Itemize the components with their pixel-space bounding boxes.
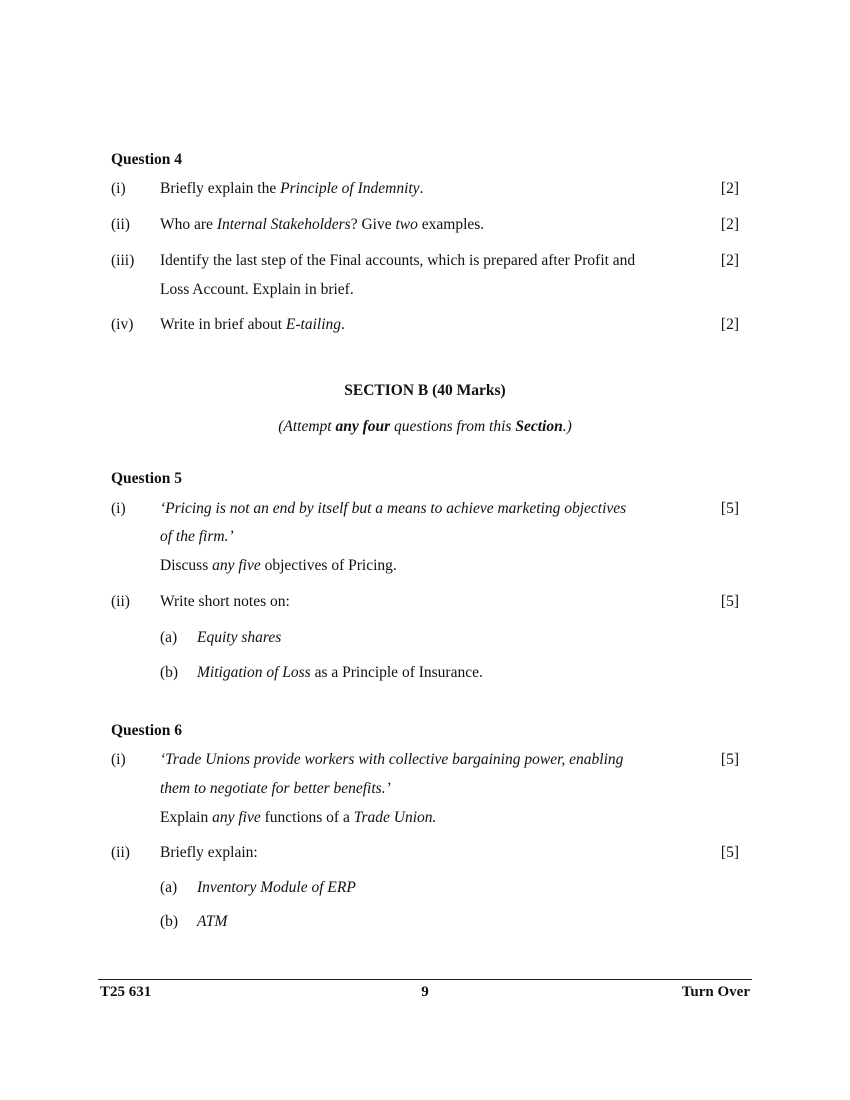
- q6-i-quote-line1: ‘Trade Unions provide workers with collective bargaining power, enabling: [160, 751, 624, 768]
- q4-iv-number: (iv): [111, 316, 134, 333]
- question-5-title: Question 5: [111, 470, 183, 487]
- q4-iv-marks: [2]: [720, 316, 739, 333]
- q6-i-marks: [5]: [720, 751, 739, 768]
- q5-ii-a-text: Equity shares: [197, 629, 282, 646]
- q6-i-number: (i): [111, 751, 126, 768]
- q5-i-quote-line2: of the firm.’: [160, 528, 234, 545]
- q6-ii-text: Briefly explain:: [160, 844, 258, 861]
- q5-i-quote-line1: ‘Pricing is not an end by itself but a means to achieve marketing objectives: [160, 500, 627, 517]
- q6-i-task: Explain any five functions of a Trade Union.: [160, 809, 437, 826]
- footer-turn-over: Turn Over: [681, 984, 750, 1000]
- q5-ii-marks: [5]: [720, 593, 739, 610]
- question-6-title: Question 6: [111, 722, 183, 739]
- q5-i-number: (i): [111, 500, 126, 517]
- q5-ii-a-label: (a): [160, 629, 178, 646]
- q6-ii-b-text: ATM: [197, 913, 228, 930]
- q6-ii-marks: [5]: [720, 844, 739, 861]
- q4-i-text: Briefly explain the Principle of Indemnity.: [160, 180, 424, 197]
- q4-ii-number: (ii): [111, 216, 130, 233]
- question-4-title: Question 4: [111, 151, 183, 168]
- section-b-heading: SECTION B (40 Marks): [344, 382, 506, 399]
- q6-ii-b-label: (b): [160, 913, 179, 930]
- q4-iv-text: Write in brief about E-tailing.: [160, 316, 345, 333]
- q6-ii-a-text: Inventory Module of ERP: [197, 879, 356, 896]
- q4-i-marks: [2]: [720, 180, 739, 197]
- footer-paper-code: T25 631: [100, 984, 152, 1000]
- q5-i-marks: [5]: [720, 500, 739, 517]
- q5-ii-b-text: Mitigation of Loss as a Principle of Insurance.: [197, 664, 483, 681]
- q5-i-task: Discuss any five objectives of Pricing.: [160, 557, 397, 574]
- footer-page-number: 9: [421, 984, 429, 1000]
- q6-i-quote-line2: them to negotiate for better benefits.’: [160, 780, 391, 797]
- q4-ii-marks: [2]: [720, 216, 739, 233]
- q5-ii-text: Write short notes on:: [160, 593, 290, 610]
- q4-iii-marks: [2]: [720, 252, 739, 269]
- section-b-instruction: (Attempt any four questions from this Section.): [278, 418, 572, 435]
- q4-iii-text-line2: Loss Account. Explain in brief.: [160, 281, 354, 298]
- q4-iii-number: (iii): [111, 252, 135, 269]
- q5-ii-number: (ii): [111, 593, 130, 610]
- q6-ii-number: (ii): [111, 844, 130, 861]
- q4-i-number: (i): [111, 180, 126, 197]
- q5-ii-b-label: (b): [160, 664, 179, 681]
- q4-iii-text-line1: Identify the last step of the Final accounts, which is prepared after Profit and: [160, 252, 636, 269]
- footer-rule: [98, 979, 752, 980]
- q4-ii-text: Who are Internal Stakeholders? Give two examples.: [160, 216, 485, 233]
- q6-ii-a-label: (a): [160, 879, 178, 896]
